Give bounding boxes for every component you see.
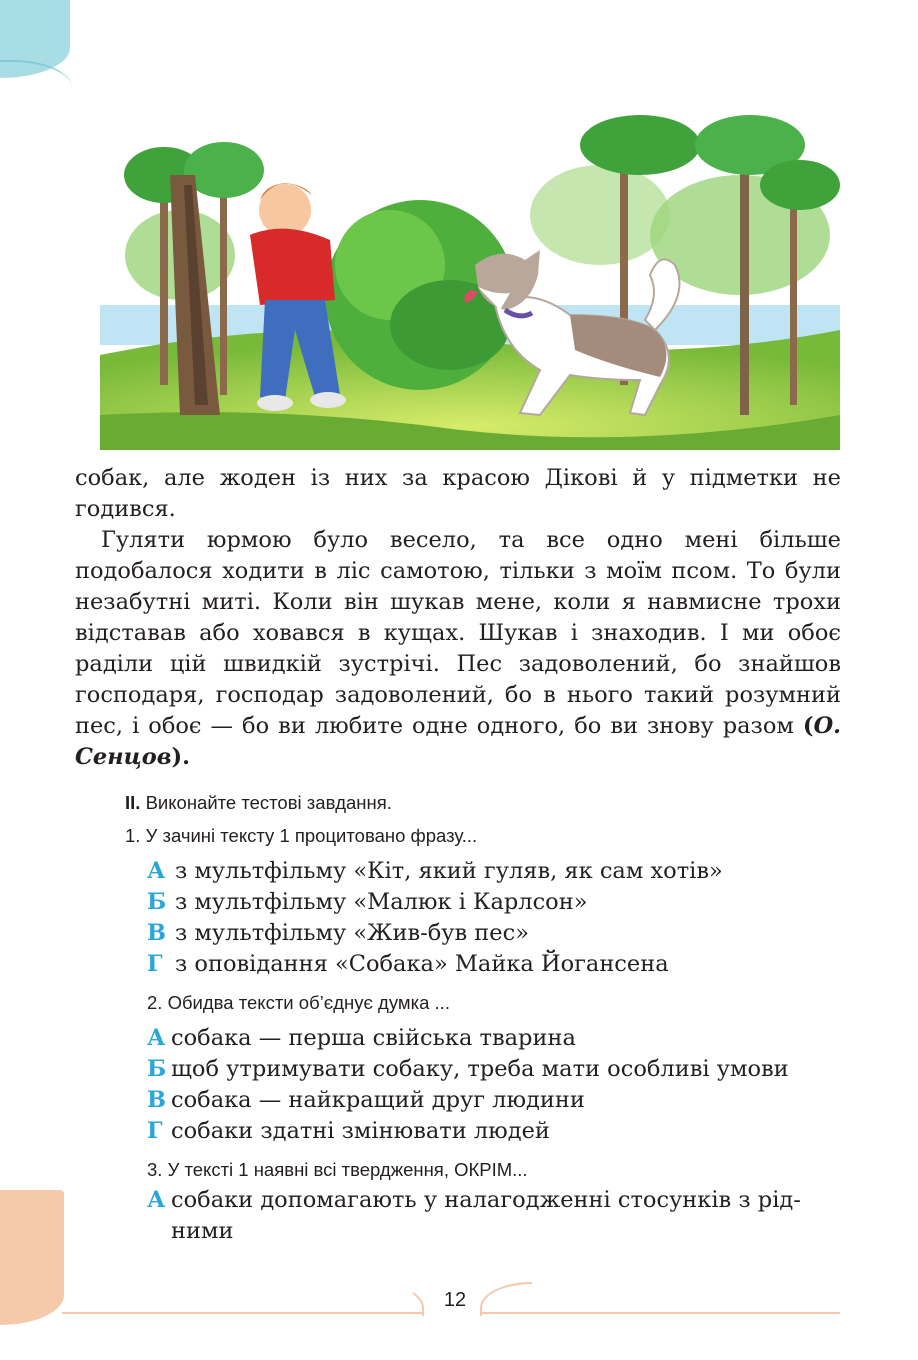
q3-option-a-continued: ними	[171, 1218, 234, 1244]
q2-option-d[interactable]	[147, 1116, 550, 1147]
task-heading	[125, 792, 392, 814]
option-text: собака — перша свійська тварина	[171, 1025, 576, 1051]
option-letter: А	[147, 1025, 166, 1051]
task-number: II.	[125, 792, 141, 813]
paragraph-1: собак, але жоден із них за красою Дікові й у підметки не годився.	[75, 465, 841, 522]
option-letter: Б	[147, 1056, 167, 1082]
option-letter: А	[147, 1187, 166, 1213]
footer-curl-right	[480, 1282, 532, 1316]
corner-tab-bottom	[0, 1190, 64, 1325]
option-letter: Б	[147, 889, 167, 915]
story-text	[75, 463, 841, 773]
option-letter: Г	[147, 1118, 163, 1144]
boy-and-dog-illustration	[100, 115, 840, 450]
footer-line-left	[62, 1312, 422, 1314]
option-text: з оповідання «Собака» Майка Йогансена	[175, 951, 669, 977]
option-letter: А	[147, 858, 166, 884]
option-text: щоб утримувати собаку, треба мати особливі умови	[171, 1056, 789, 1082]
option-text: собаки допомагають у налагодженні стосунків з рід-	[171, 1187, 801, 1213]
q2-option-a[interactable]	[147, 1023, 576, 1054]
option-text: з мультфільму «Малюк і Карлсон»	[175, 889, 588, 915]
paragraph-2-text: Гуляти юрмою було весело, та все одно мені більше подобалося ходити в ліс самотою, тільки з моїм псом. То були незабутні миті. Коли він шукав мене, коли я навмисне трохи відставав або ховався в кущах. Шукав і знаходив. І ми обоє раділи цій швидкій зустрічі. Пес задоволений, бо знайшов господаря, господар задоволений, бо в нього такий розумний пес, і обоє — бо ви любите одне одного, бо ви знову разом	[75, 527, 841, 739]
q1-option-a[interactable]	[147, 856, 723, 887]
corner-tab-top-line	[0, 60, 72, 92]
option-text: з мультфільму «Жив-був пес»	[175, 920, 529, 946]
q2-option-b[interactable]	[147, 1054, 789, 1085]
question-3: 3. У тексті 1 наявні всі твердження, ОКРІМ...	[147, 1159, 528, 1180]
citation-author: О. Сенцов	[75, 713, 841, 770]
q1-option-d[interactable]	[147, 949, 669, 980]
q1-option-b[interactable]	[147, 887, 588, 918]
option-letter: В	[147, 920, 167, 946]
option-text: собака — найкращий друг людини	[171, 1087, 585, 1113]
option-letter: Г	[147, 951, 163, 977]
question-1: 1. У зачині тексту 1 процитовано фразу...	[125, 825, 478, 846]
q2-option-c[interactable]	[147, 1085, 585, 1116]
task-title: Виконайте тестові завдання.	[145, 792, 392, 813]
q1-option-c[interactable]	[147, 918, 529, 949]
footer-line-right	[480, 1312, 840, 1314]
page-number: 12	[443, 1289, 467, 1311]
citation: (О. Сенцов).	[75, 713, 841, 770]
q3-option-a[interactable]	[147, 1185, 801, 1216]
question-2: 2. Обидва тексти об’єднує думка ...	[147, 992, 450, 1013]
footer-curl-left	[372, 1282, 424, 1316]
option-text: собаки здатні змінювати людей	[171, 1118, 550, 1144]
paragraph-2	[75, 525, 841, 773]
option-letter: В	[147, 1087, 167, 1113]
option-text: з мультфільму «Кіт, який гуляв, як сам хотів»	[175, 858, 723, 884]
